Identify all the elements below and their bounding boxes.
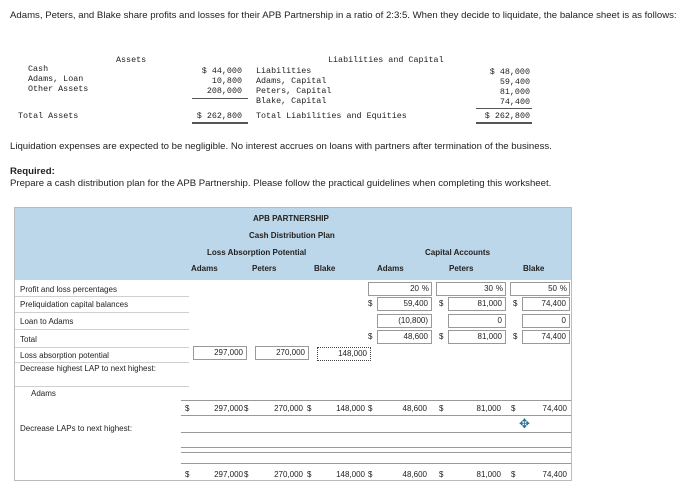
dollar-sign: $ (439, 470, 444, 479)
row-label-prelim: Preliquidation capital balances (20, 300, 129, 309)
final-row-lap-peters: 270,000 (274, 470, 303, 479)
row-rule (15, 386, 189, 387)
row-rule (15, 362, 189, 363)
adams-row-cap-peters: 81,000 (476, 404, 501, 413)
dollar-sign: $ (368, 404, 373, 413)
pct-adams-value: 20 (410, 284, 419, 293)
row-rule (15, 312, 189, 313)
dollar-sign: $ (439, 332, 444, 341)
loan-adams-value: (10,800) (398, 316, 428, 325)
asset-label-other: Other Assets (28, 84, 89, 94)
pct-adams-sign: % (421, 284, 429, 293)
assets-header: Assets (116, 55, 147, 65)
prelim-peters-value: 81,000 (477, 299, 502, 308)
balance-sheet (18, 55, 538, 125)
row-label-decrease-highest: Decrease highest LAP to next highest: (20, 364, 156, 373)
lap-header: Loss Absorption Potential (207, 248, 307, 257)
worksheet-header (15, 208, 571, 280)
final-row-cap-adams: 48,600 (402, 470, 427, 479)
dollar-sign: $ (368, 470, 373, 479)
liab-value-4: 74,400 (499, 97, 530, 107)
dollar-sign: $ (244, 404, 249, 413)
col-adams-lap: Adams (191, 264, 218, 273)
adams-row-cap-blake: 74,400 (542, 404, 567, 413)
required-text: Prepare a cash distribution plan for the APB Partnership. Please follow the practical guidelines when completing this worksheet. (10, 178, 552, 189)
col-peters-lap: Peters (252, 264, 277, 273)
empty-row-band (181, 452, 571, 464)
total-blake-value: 74,400 (541, 332, 566, 341)
asset-double-rule (192, 122, 248, 124)
final-row-cap-peters: 81,000 (476, 470, 501, 479)
worksheet-title: APB PARTNERSHIP (253, 214, 329, 223)
dollar-sign: $ (307, 404, 312, 413)
liab-label-1: Liabilities (256, 66, 312, 76)
liab-label-4: Blake, Capital (256, 96, 327, 106)
row-rule (15, 347, 189, 348)
prelim-blake-value: 74,400 (541, 299, 566, 308)
cash-distribution-worksheet (14, 207, 572, 481)
pct-adams-input[interactable] (368, 282, 432, 296)
dollar-sign: $ (513, 299, 518, 308)
pct-peters-value: 30 (484, 284, 493, 293)
row-label-decrease-laps: Decrease LAPs to next highest: (20, 424, 133, 433)
liab-label-2: Adams, Capital (256, 76, 327, 86)
capital-header: Capital Accounts (425, 248, 491, 257)
dollar-sign: $ (511, 404, 516, 413)
lap-adams-value: 297,000 (214, 348, 243, 357)
asset-value-other: 208,000 (206, 86, 242, 96)
row-label-lap: Loss absorption potential (20, 351, 109, 360)
worksheet-subtitle: Cash Distribution Plan (249, 231, 335, 240)
final-row-lap-blake: 148,000 (336, 470, 365, 479)
dollar-sign: $ (513, 332, 518, 341)
loan-adams-input[interactable] (377, 314, 432, 328)
col-blake-cap: Blake (523, 264, 545, 273)
adams-row-cap-adams: 48,600 (402, 404, 427, 413)
prelim-adams-input[interactable] (377, 297, 432, 311)
lap-peters-value: 270,000 (276, 348, 305, 357)
total-blake-input[interactable] (522, 330, 570, 344)
col-adams-cap: Adams (377, 264, 404, 273)
asset-label-loan: Adams, Loan (28, 74, 84, 84)
dollar-sign: $ (307, 470, 312, 479)
pct-blake-value: 50 (548, 284, 557, 293)
total-liab-label: Total Liabilities and Equities (256, 111, 407, 121)
move-cursor-icon: ✥ (519, 416, 530, 431)
required-section (10, 166, 551, 190)
liab-label-3: Peters, Capital (256, 86, 332, 96)
dollar-sign: $ (244, 470, 249, 479)
asset-value-cash: $ 44,000 (201, 66, 242, 76)
dollar-sign: $ (185, 404, 190, 413)
pct-blake-input[interactable] (510, 282, 570, 296)
loan-peters-value: 0 (497, 316, 502, 325)
intro-text: Adams, Peters, and Blake share profits and losses for their APB Partnership in a ratio of 2:3:5. When they decide to liquidate, the balance sheet is as follows: (10, 10, 677, 21)
row-label-pl: Profit and loss percentages (20, 285, 117, 294)
adams-row-lap-adams: 297,000 (214, 404, 243, 413)
pct-blake-sign: % (559, 284, 567, 293)
liab-value-1: $ 48,000 (489, 67, 530, 77)
liab-value-3: 81,000 (499, 87, 530, 97)
empty-row-band (181, 432, 571, 448)
liab-value-2: 59,400 (499, 77, 530, 87)
liab-double-rule (476, 122, 532, 124)
total-assets-value: $ 262,800 (196, 111, 242, 121)
dollar-sign: $ (511, 470, 516, 479)
dollar-sign: $ (439, 299, 444, 308)
row-label-loan: Loan to Adams (20, 317, 74, 326)
row-rule (15, 329, 189, 330)
liabilities-header: Liabilities and Capital (328, 55, 444, 65)
liab-total-rule (476, 108, 532, 109)
lap-blake-value: 148,000 (338, 349, 367, 358)
total-peters-input[interactable] (448, 330, 506, 344)
dollar-sign: $ (368, 299, 373, 308)
pct-peters-sign: % (495, 284, 503, 293)
row-label-adams: Adams (31, 389, 56, 398)
pct-peters-input[interactable] (436, 282, 506, 296)
total-adams-input[interactable] (377, 330, 432, 344)
liquidation-note: Liquidation expenses are expected to be negligible. No interest accrues on loans with partners after termination of the business. (10, 141, 552, 152)
final-row-lap-adams: 297,000 (214, 470, 243, 479)
prelim-adams-value: 59,400 (403, 299, 428, 308)
row-rule (15, 296, 189, 297)
col-blake-lap: Blake (314, 264, 336, 273)
dollar-sign: $ (439, 404, 444, 413)
prelim-blake-input[interactable] (522, 297, 570, 311)
asset-label-cash: Cash (28, 64, 49, 74)
row-label-total: Total (20, 335, 37, 344)
total-assets-label: Total Assets (18, 111, 79, 121)
lap-peters-input[interactable] (255, 346, 309, 360)
total-liab-value: $ 262,800 (484, 111, 530, 121)
asset-value-loan: 10,800 (211, 76, 242, 86)
asset-total-rule (192, 98, 248, 99)
total-adams-value: 48,600 (403, 332, 428, 341)
adams-row-lap-blake: 148,000 (336, 404, 365, 413)
required-label: Required: (10, 166, 55, 177)
col-peters-cap: Peters (449, 264, 474, 273)
loan-peters-input[interactable] (448, 314, 506, 328)
lap-adams-input[interactable] (193, 346, 247, 360)
loan-blake-input[interactable] (522, 314, 570, 328)
final-row-cap-blake: 74,400 (542, 470, 567, 479)
prelim-peters-input[interactable] (448, 297, 506, 311)
dollar-sign: $ (368, 332, 373, 341)
total-peters-value: 81,000 (477, 332, 502, 341)
dollar-sign: $ (185, 470, 190, 479)
loan-blake-value: 0 (561, 316, 566, 325)
adams-row-lap-peters: 270,000 (274, 404, 303, 413)
lap-blake-input[interactable] (317, 347, 371, 361)
